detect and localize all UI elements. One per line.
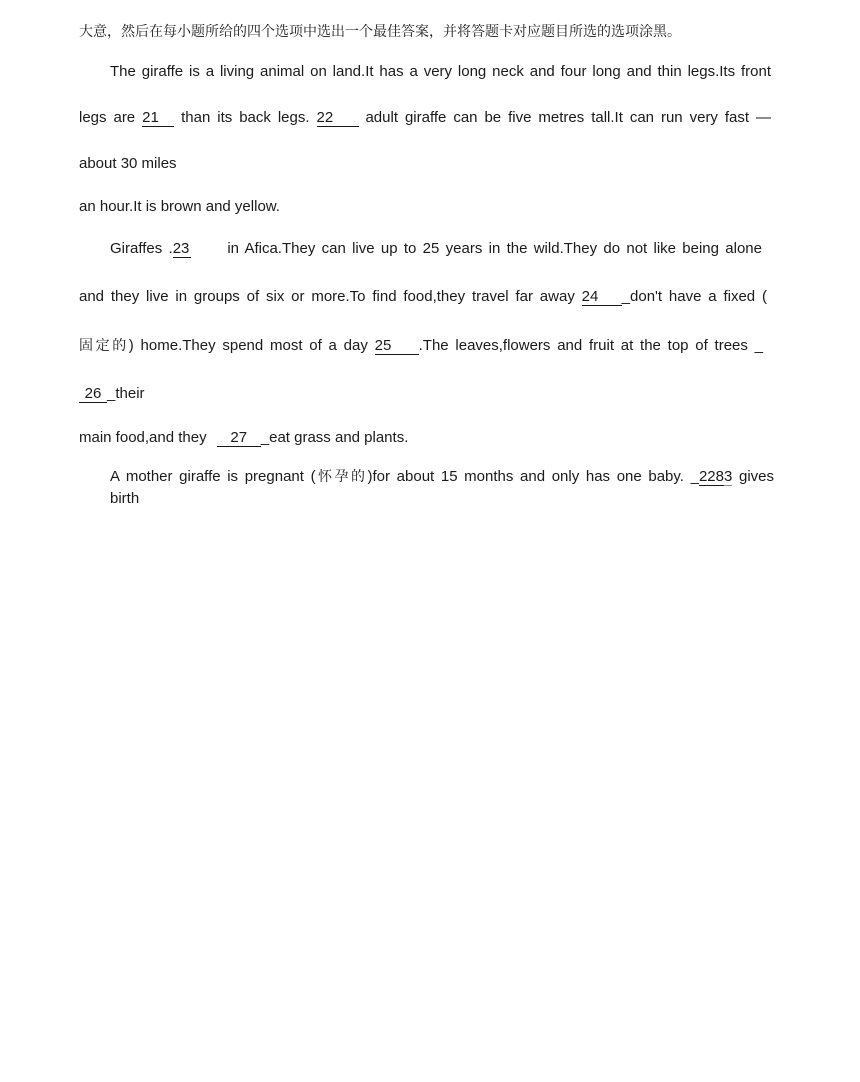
blank-21[interactable]: 21 bbox=[142, 110, 174, 127]
p2-text: in Afica.They can live up to 25 years in the wild.They do not like being alone bbox=[227, 240, 762, 257]
p1-text: legs are bbox=[79, 109, 136, 126]
p2-text: main food,and they bbox=[79, 429, 207, 446]
p3-text: )for about 15 months and only has one baby. bbox=[367, 468, 684, 485]
p2-text: _ bbox=[754, 337, 763, 354]
p3-text: _ bbox=[690, 468, 699, 485]
p2-text: .The leaves,flowers and fruit at the top of trees bbox=[418, 337, 748, 354]
blank-28[interactable]: 228 bbox=[698, 468, 724, 485]
p2-line-5 bbox=[79, 428, 408, 448]
p2-text: ) home.They spend most of a day bbox=[128, 337, 368, 354]
blank-27[interactable]: 27 bbox=[217, 430, 261, 447]
p3-line-2: birth bbox=[110, 490, 140, 507]
instruction-text: 大意，然后在每小题所给的四个选项中选出一个最佳答案，并将答题卡对应题目所选的选项涂黑。 bbox=[79, 24, 681, 40]
blank-22[interactable]: 22 bbox=[317, 110, 359, 127]
p3-line-1 bbox=[110, 467, 774, 487]
blank-28-suffix: 3 bbox=[723, 468, 733, 485]
p2-line-1 bbox=[110, 239, 762, 259]
p3-cn-text: 怀孕的 bbox=[315, 469, 368, 485]
blank-26[interactable]: 26 bbox=[79, 386, 107, 403]
p3-text: gives bbox=[738, 468, 775, 485]
p1-text: adult giraffe can be five metres tall.It can run very fast — bbox=[365, 109, 772, 126]
p2-line-4 bbox=[79, 384, 145, 404]
p1-line-1: The giraffe is a living animal on land.It has a very long neck and four long and thin legs.Its front bbox=[110, 63, 771, 80]
p2-text: and they live in groups of six or more.To find food,they travel far away bbox=[79, 288, 575, 305]
p2-text: _don't have a fixed ( bbox=[621, 288, 767, 305]
p2-text: Giraffes . bbox=[110, 240, 173, 257]
blank-24[interactable]: 24 bbox=[582, 289, 622, 306]
p1-line-4: an hour.It is brown and yellow. bbox=[79, 198, 280, 215]
p1-line-2 bbox=[79, 108, 771, 128]
p3-text: A mother giraffe is pregnant ( bbox=[110, 468, 316, 485]
p1-line-3: about 30 miles bbox=[79, 155, 177, 172]
blank-25[interactable]: 25 bbox=[375, 338, 419, 355]
p2-text: _their bbox=[107, 385, 145, 402]
blank-23[interactable]: 23 bbox=[172, 240, 190, 257]
p2-line-2 bbox=[79, 287, 767, 307]
p1-text: than its back legs. bbox=[181, 109, 310, 126]
p2-cn-text: 固定的 bbox=[79, 338, 129, 354]
p2-line-3 bbox=[79, 336, 763, 356]
p2-text: _eat grass and plants. bbox=[260, 429, 409, 446]
